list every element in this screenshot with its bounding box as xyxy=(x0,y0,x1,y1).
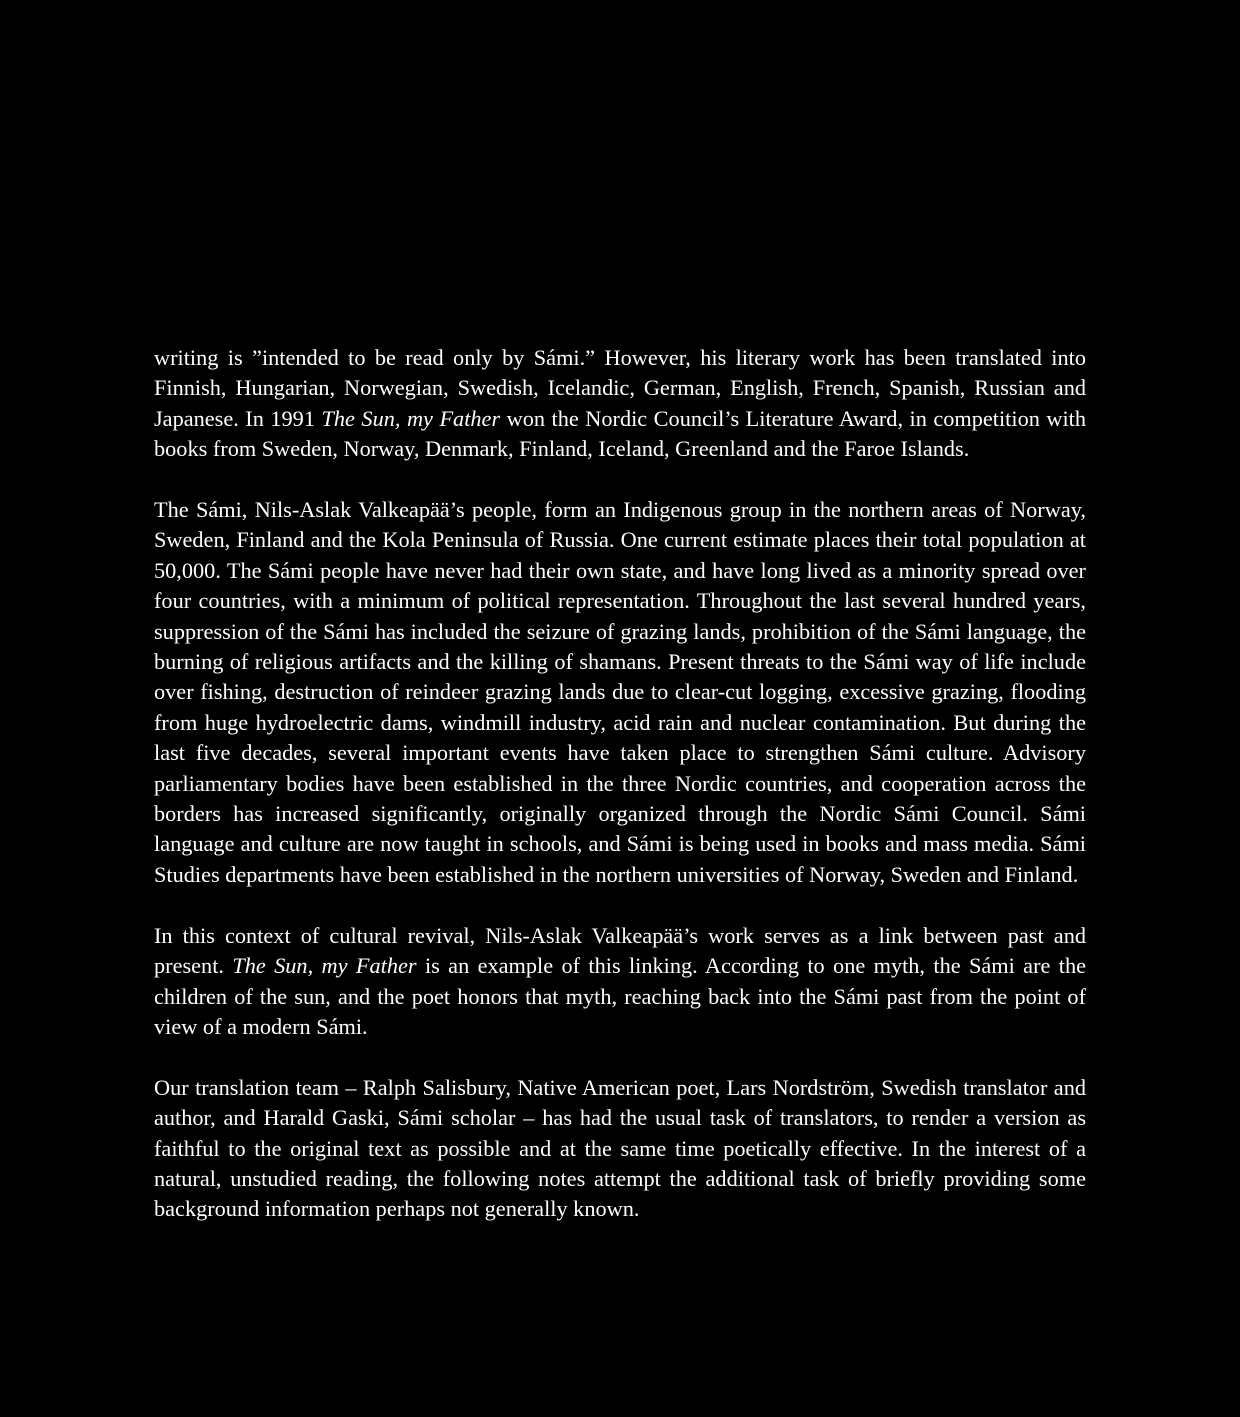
text-run: The Sámi, Nils-Aslak Valkeapää’s people, form an Indigenous group in the northern areas of Norway, Sweden, Finland and the Kola Peninsula of Russia. One current estimate places their total population at 50,000. The Sámi people have never had their own state, and have long lived as a minority spread over four countries, with a minimum of political representation. Throughout the last several hundred years, suppression of the Sámi has included the seizure of grazing lands, prohibition of the Sámi language, the burning of religious artifacts and the killing of shamans. Present threats to the Sámi way of life include over fishing, destruction of reindeer grazing lands due to clear-cut logging, excessive grazing, flooding from huge hydroelectric dams, windmill industry, acid rain and nuclear contamination. But during the last five decades, several important events have taken place to strengthen Sámi culture. Advisory parliamentary bodies have been established in the three Nordic countries, and cooperation across the borders has increased significantly, originally organized through the Nordic Sámi Council. Sámi language and culture are now taught in schools, and Sámi is being used in books and mass media. Sámi Studies departments have been established in the northern universities of Norway, Sweden and Finland. xyxy=(154,497,1086,887)
text-run: In this context of cultural revival, Nils-Aslak Valkeapää’s work serves as a link between past and present. xyxy=(154,922,1086,979)
text-run: won the Nordic Council’s Literature Award, in competition with books from Sweden, Norway, Denmark, Finland, Iceland, Greenland and the Faroe Islands. xyxy=(154,405,1087,462)
text-run: writing is ”intended to be read only by Sámi.” However, his literary work has been translated into Finnish, Hungarian, Norwegian, Swedish, Icelandic, German, English, French, Spanish, Russian and Japanese. In 1991 xyxy=(154,345,1086,431)
book-title: The Sun, my Father xyxy=(232,953,417,979)
text-run: is an example of this linking. According to one myth, the Sámi are the children of the sun, and the poet honors that myth, reaching back into the Sámi past from the point of view of a modern Sámi. xyxy=(154,953,1086,1039)
paragraph-translations xyxy=(154,343,1086,465)
paragraph-translation-team xyxy=(154,1073,1086,1225)
book-title: The Sun, my Father xyxy=(321,405,501,431)
body-text xyxy=(154,343,1086,1225)
paragraph-cultural-revival xyxy=(154,921,1086,1043)
paragraph-sami-history xyxy=(154,495,1086,890)
text-run: Our translation team – Ralph Salisbury, Native American poet, Lars Nordström, Swedish translator and author, and Harald Gaski, Sámi scholar – has had the usual task of translators, to render a version as faithful to the original text as possible and at the same time poetically effective. In the interest of a natural, unstudied reading, the following notes attempt the additional task of briefly providing some background information perhaps not generally known. xyxy=(154,1074,1086,1222)
